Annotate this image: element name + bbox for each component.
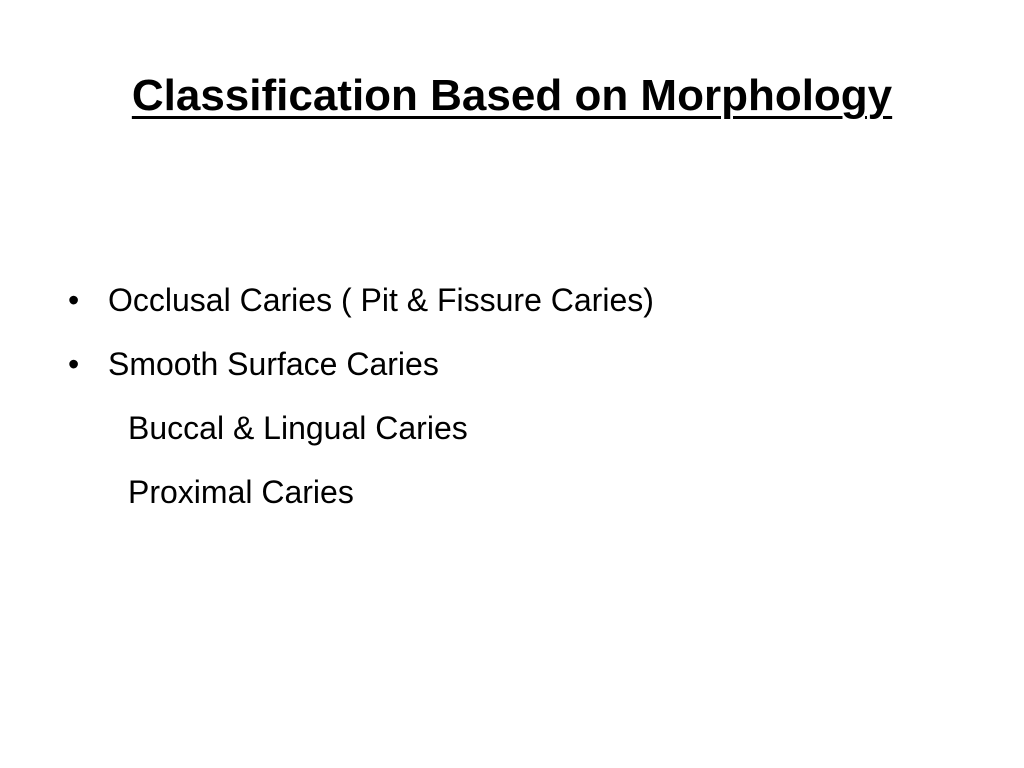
bullet-text: Occlusal Caries ( Pit & Fissure Caries) (108, 282, 654, 318)
bullet-text: Smooth Surface Caries (108, 346, 439, 382)
slide-content (68, 268, 968, 524)
bullet-icon: • (68, 346, 80, 382)
bullet-icon: • (68, 282, 80, 318)
slide-title: Classification Based on Morphology (131, 71, 893, 120)
sub-item-text: Proximal Caries (128, 474, 354, 510)
sub-item-text: Buccal & Lingual Caries (128, 410, 468, 446)
sub-item-buccal-lingual-caries (68, 396, 968, 460)
bullet-item-occlusal-caries (68, 268, 968, 332)
bullet-item-smooth-surface-caries (68, 332, 968, 396)
sub-item-proximal-caries (68, 460, 968, 524)
